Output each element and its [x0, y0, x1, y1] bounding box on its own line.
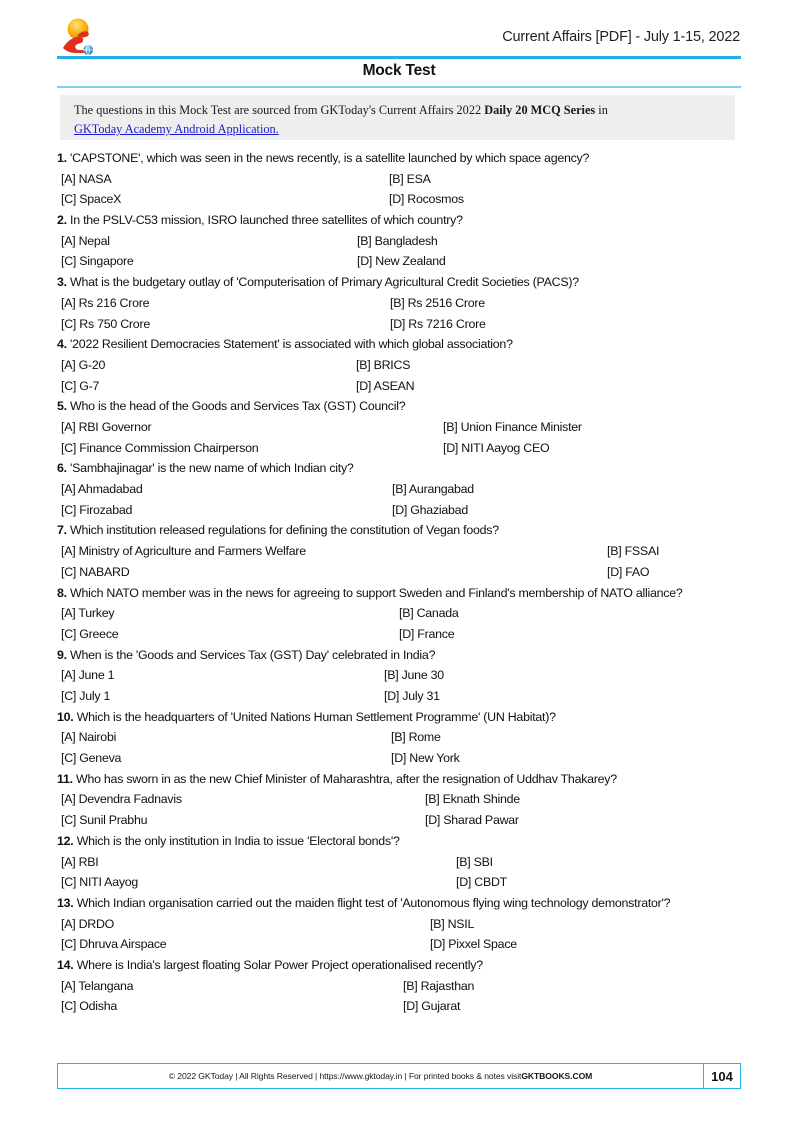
- option-d[interactable]: [D] Pixxel Space: [430, 937, 517, 952]
- option-row: [57, 189, 741, 210]
- option-c[interactable]: [C] Geneva: [61, 751, 122, 766]
- option-d[interactable]: [D] Rocosmos: [389, 192, 464, 207]
- question-block: [57, 583, 741, 645]
- question-body: Which NATO member was in the news for agreeing to support Sweden and Finland's membership of NATO alliance?: [70, 585, 683, 600]
- option-d[interactable]: [D] ASEAN: [356, 378, 415, 393]
- question-text: [57, 148, 741, 169]
- option-a[interactable]: [A] G-20: [61, 357, 106, 372]
- question-number: 12.: [57, 833, 74, 848]
- question-block: [57, 272, 741, 334]
- question-block: [57, 955, 741, 1017]
- option-row: [57, 314, 741, 335]
- option-b[interactable]: [B] NSIL: [430, 916, 475, 931]
- option-b[interactable]: [B] Rome: [391, 730, 441, 745]
- option-b[interactable]: [B] Bangladesh: [357, 233, 438, 248]
- option-a[interactable]: [A] Ahmadabad: [61, 482, 143, 497]
- option-b[interactable]: [B] June 30: [384, 668, 444, 683]
- option-a[interactable]: [A] Rs 216 Crore: [61, 295, 150, 310]
- option-b[interactable]: [B] Rajasthan: [403, 978, 475, 993]
- question-number: 10.: [57, 709, 74, 724]
- option-c[interactable]: [C] Greece: [61, 626, 119, 641]
- option-a[interactable]: [A] Nepal: [61, 233, 110, 248]
- option-b[interactable]: [B] Eknath Shinde: [425, 792, 520, 807]
- question-block: [57, 520, 741, 582]
- option-row: [57, 293, 741, 314]
- question-body: Which institution released regulations for defining the constitution of Vegan foods?: [70, 523, 499, 538]
- option-d[interactable]: [D] Rs 7216 Crore: [390, 316, 486, 331]
- option-b[interactable]: [B] Rs 2516 Crore: [390, 295, 485, 310]
- question-block: [57, 831, 741, 893]
- option-row: [57, 872, 741, 893]
- question-number: 5.: [57, 399, 67, 414]
- question-text: [57, 769, 741, 790]
- option-c[interactable]: [C] Sunil Prabhu: [61, 813, 148, 828]
- question-block: [57, 396, 741, 458]
- option-d[interactable]: [D] New York: [391, 751, 460, 766]
- question-text: [57, 396, 741, 417]
- note-text-after: in: [595, 103, 608, 117]
- option-row: [57, 810, 741, 831]
- option-row: [57, 603, 741, 624]
- option-c[interactable]: [C] Dhruva Airspace: [61, 937, 167, 952]
- question-text: [57, 893, 741, 914]
- option-d[interactable]: [D] Ghaziabad: [392, 502, 468, 517]
- header-divider-thick: [57, 56, 741, 59]
- question-text: [57, 520, 741, 541]
- page-number: 104: [704, 1063, 741, 1089]
- option-row: [57, 355, 741, 376]
- question-number: 2.: [57, 213, 67, 228]
- option-c[interactable]: [C] Finance Commission Chairperson: [61, 440, 259, 455]
- question-body: What is the budgetary outlay of 'Computerisation of Primary Agricultural Credit Societies (PACS)?: [70, 275, 579, 290]
- option-row: [57, 748, 741, 769]
- question-body: Who is the head of the Goods and Services Tax (GST) Council?: [70, 399, 406, 414]
- question-body: Where is India's largest floating Solar Power Project operationalised recently?: [76, 958, 483, 973]
- header-title: Current Affairs [PDF] - July 1-15, 2022: [502, 29, 740, 45]
- question-number: 6.: [57, 461, 67, 476]
- option-row: [57, 562, 741, 583]
- page-footer: [57, 1063, 741, 1089]
- question-body: In the PSLV-C53 mission, ISRO launched three satellites of which country?: [70, 213, 463, 228]
- question-body: When is the 'Goods and Services Tax (GST) Day' celebrated in India?: [70, 647, 436, 662]
- option-c[interactable]: [C] Rs 750 Crore: [61, 316, 150, 331]
- option-c[interactable]: [C] NITI Aayog: [61, 875, 139, 890]
- option-d[interactable]: [D] France: [399, 626, 455, 641]
- option-row: [57, 500, 741, 521]
- option-d[interactable]: [D] July 31: [384, 689, 440, 704]
- question-block: [57, 148, 741, 210]
- option-d[interactable]: [D] FAO: [607, 564, 650, 579]
- footer-brand: GKTBOOKS.COM: [521, 1071, 593, 1081]
- option-row: [57, 541, 741, 562]
- option-c[interactable]: [C] Odisha: [61, 999, 118, 1014]
- question-block: [57, 769, 741, 831]
- option-row: [57, 665, 741, 686]
- option-d[interactable]: [D] New Zealand: [357, 254, 446, 269]
- footer-copyright: [57, 1063, 704, 1089]
- option-row: [57, 914, 741, 935]
- gktoday-academy-link[interactable]: GKToday Academy Android Application.: [74, 122, 279, 137]
- option-c[interactable]: [C] G-7: [61, 378, 100, 393]
- question-number: 1.: [57, 151, 67, 165]
- option-d[interactable]: [D] NITI Aayog CEO: [443, 440, 550, 455]
- option-row: [57, 789, 741, 810]
- question-block: [57, 210, 741, 272]
- question-body: Who has sworn in as the new Chief Minister of Maharashtra, after the resignation of Uddhav Thakarey?: [76, 771, 617, 786]
- option-a[interactable]: [A] RBI Governor: [61, 420, 152, 435]
- question-text: [57, 458, 741, 479]
- option-a[interactable]: [A] RBI: [61, 854, 99, 869]
- question-number: 11.: [57, 771, 73, 786]
- option-c[interactable]: [C] NABARD: [61, 564, 130, 579]
- note-bold-text: Daily 20 MCQ Series: [484, 103, 596, 117]
- option-d[interactable]: [D] Gujarat: [403, 999, 461, 1014]
- question-text: [57, 645, 741, 666]
- option-row: [57, 438, 741, 459]
- question-number: 8.: [57, 585, 67, 600]
- option-row: [57, 996, 741, 1017]
- option-b[interactable]: [B] FSSAI: [607, 544, 660, 559]
- option-b[interactable]: [B] Canada: [399, 606, 459, 621]
- option-a[interactable]: [A] Devendra Fadnavis: [61, 792, 182, 807]
- option-d[interactable]: [D] Sharad Pawar: [425, 813, 519, 828]
- question-block: [57, 893, 741, 955]
- option-a[interactable]: [A] NASA: [61, 171, 112, 186]
- source-note-box: [60, 95, 735, 140]
- question-text: [57, 210, 741, 231]
- question-number: 4.: [57, 337, 67, 352]
- option-row: [57, 479, 741, 500]
- option-a[interactable]: [A] June 1: [61, 668, 115, 683]
- option-a[interactable]: [A] DRDO: [61, 916, 115, 931]
- option-row: [57, 169, 741, 190]
- question-body: '2022 Resilient Democracies Statement' is associated with which global association?: [70, 337, 513, 352]
- option-b[interactable]: [B] Union Finance Minister: [443, 420, 582, 435]
- header-divider-thin: [57, 86, 741, 88]
- option-a[interactable]: [A] Turkey: [61, 606, 115, 621]
- page-header: [57, 18, 740, 56]
- question-list: [57, 148, 741, 1017]
- question-number: 13.: [57, 895, 74, 910]
- page-title: Mock Test: [362, 62, 436, 79]
- option-c[interactable]: [C] SpaceX: [61, 192, 122, 207]
- option-row: [57, 624, 741, 645]
- option-b[interactable]: [B] SBI: [456, 854, 493, 869]
- question-text: [57, 707, 741, 728]
- option-row: [57, 376, 741, 397]
- option-row: [57, 417, 741, 438]
- option-row: [57, 976, 741, 997]
- question-block: [57, 458, 741, 520]
- question-number: 9.: [57, 647, 67, 662]
- question-block: [57, 707, 741, 769]
- option-b[interactable]: [B] BRICS: [356, 357, 411, 372]
- option-a[interactable]: [A] Nairobi: [61, 730, 117, 745]
- question-number: 3.: [57, 275, 67, 290]
- option-d[interactable]: [D] CBDT: [456, 875, 508, 890]
- option-row: [57, 686, 741, 707]
- question-number: 14.: [57, 958, 74, 973]
- question-text: [57, 272, 741, 293]
- option-a[interactable]: [A] Ministry of Agriculture and Farmers Welfare: [61, 544, 306, 559]
- option-c[interactable]: [C] Firozabad: [61, 502, 133, 517]
- option-row: [57, 231, 741, 252]
- question-text: [57, 583, 741, 604]
- option-a[interactable]: [A] Telangana: [61, 978, 134, 993]
- option-row: [57, 727, 741, 748]
- footer-copyright-text: © 2022 GKToday | All Rights Reserved | https://www.gktoday.in | For printed books & notes visit: [168, 1071, 522, 1081]
- question-block: [57, 334, 741, 396]
- option-b[interactable]: [B] ESA: [389, 171, 431, 186]
- question-text: [57, 831, 741, 852]
- question-body: Which is the only institution in India to issue 'Electoral bonds'?: [76, 833, 400, 848]
- option-c[interactable]: [C] Singapore: [61, 254, 134, 269]
- question-body: Which Indian organisation carried out the maiden flight test of 'Autonomous flying wing technology demonstrator'?: [76, 895, 671, 910]
- question-text: [57, 334, 741, 355]
- option-c[interactable]: [C] July 1: [61, 689, 111, 704]
- question-number: 7.: [57, 523, 67, 538]
- question-body: Which is the headquarters of 'United Nations Human Settlement Programme' (UN Habitat)?: [76, 709, 556, 724]
- question-body: 'CAPSTONE', which was seen in the news recently, is a satellite launched by which space agency?: [70, 151, 590, 165]
- gktoday-logo-icon: [57, 17, 101, 57]
- option-row: [57, 852, 741, 873]
- question-body: 'Sambhajinagar' is the new name of which Indian city?: [70, 461, 354, 476]
- option-row: [57, 934, 741, 955]
- note-text-before: The questions in this Mock Test are sourced from GKToday's Current Affairs 2022: [74, 103, 485, 117]
- option-b[interactable]: [B] Aurangabad: [392, 482, 474, 497]
- option-row: [57, 251, 741, 272]
- question-text: [57, 955, 741, 976]
- question-block: [57, 645, 741, 707]
